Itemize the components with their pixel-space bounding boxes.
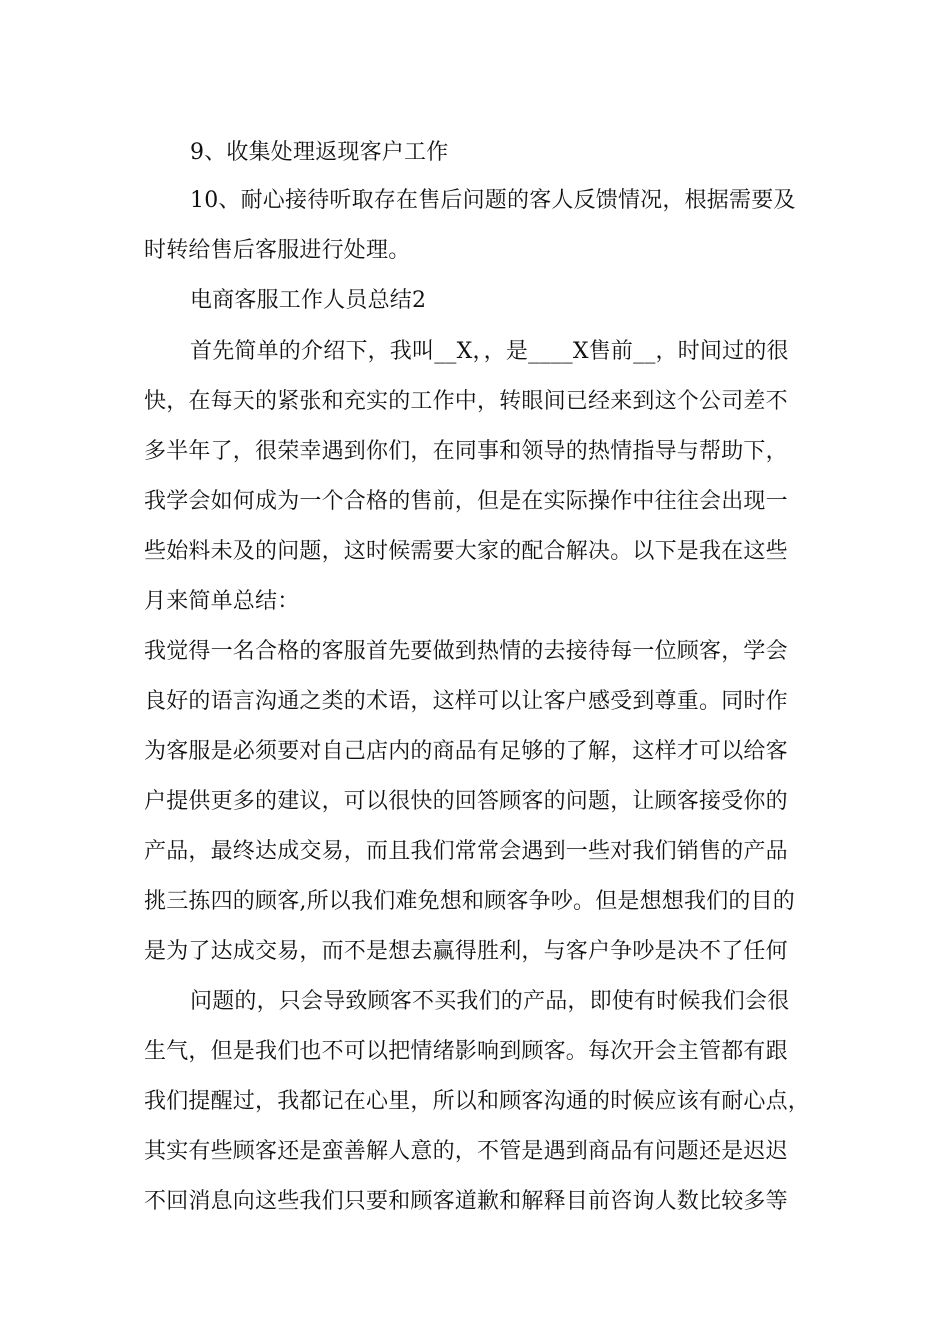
paragraph-line: 我觉得一名合格的客服首先要做到热情的去接待每一位顾客，学会: [144, 639, 788, 664]
paragraph-line: 问题的，只会导致顾客不买我们的产品，即使有时候我们会很: [190, 989, 790, 1014]
paragraph-line: 些始料未及的问题，这时候需要大家的配合解决。以下是我在这些: [144, 539, 788, 564]
paragraph-line: 多半年了，很荣幸遇到你们，在同事和领导的热情指导与帮助下，: [144, 439, 788, 464]
paragraph-line: 月来简单总结：: [144, 589, 300, 614]
paragraph-line: 生气，但是我们也不可以把情绪影响到顾客。每次开会主管都有跟: [144, 1039, 788, 1064]
paragraph-line: 快，在每天的紧张和充实的工作中，转眼间已经来到这个公司差不: [144, 389, 788, 414]
paragraph-line: 我们提醒过，我都记在心里，所以和顾客沟通的时候应该有耐心点，: [144, 1089, 811, 1114]
paragraph-line: 不回消息向这些我们只要和顾客道歉和解释目前咨询人数比较多等: [144, 1189, 788, 1214]
paragraph-line: 首先简单的介绍下，我叫__X，，是____X售前__，时间过的很: [190, 339, 789, 364]
paragraph-line: 其实有些顾客还是蛮善解人意的，不管是遇到商品有问题还是迟迟: [144, 1139, 788, 1164]
text-line: 时转给售后客服进行处理。: [144, 238, 411, 263]
paragraph-line: 我学会如何成为一个合格的售前，但是在实际操作中往往会出现一: [144, 489, 788, 514]
section-heading: 电商客服工作人员总结2: [190, 288, 427, 313]
paragraph-line: 是为了达成交易，而不是想去赢得胜利，与客户争吵是决不了任何: [144, 939, 788, 964]
paragraph-line: 产品，最终达成交易，而且我们常常会遇到一些对我们销售的产品: [144, 839, 788, 864]
paragraph-line: 挑三拣四的顾客,所以我们难免想和顾客争吵。但是想想我们的目的: [144, 889, 795, 914]
list-item-10: 10、耐心接待听取存在售后问题的客人反馈情况，根据需要及: [190, 188, 796, 213]
paragraph-line: 良好的语言沟通之类的术语，这样可以让客户感受到尊重。同时作: [144, 689, 788, 714]
paragraph-line: 户提供更多的建议，可以很快的回答顾客的问题，让顾客接受你的: [144, 789, 788, 814]
paragraph-line: 为客服是必须要对自己店内的商品有足够的了解，这样才可以给客: [144, 739, 788, 764]
list-item-9: 9、收集处理返现客户工作: [190, 140, 449, 165]
